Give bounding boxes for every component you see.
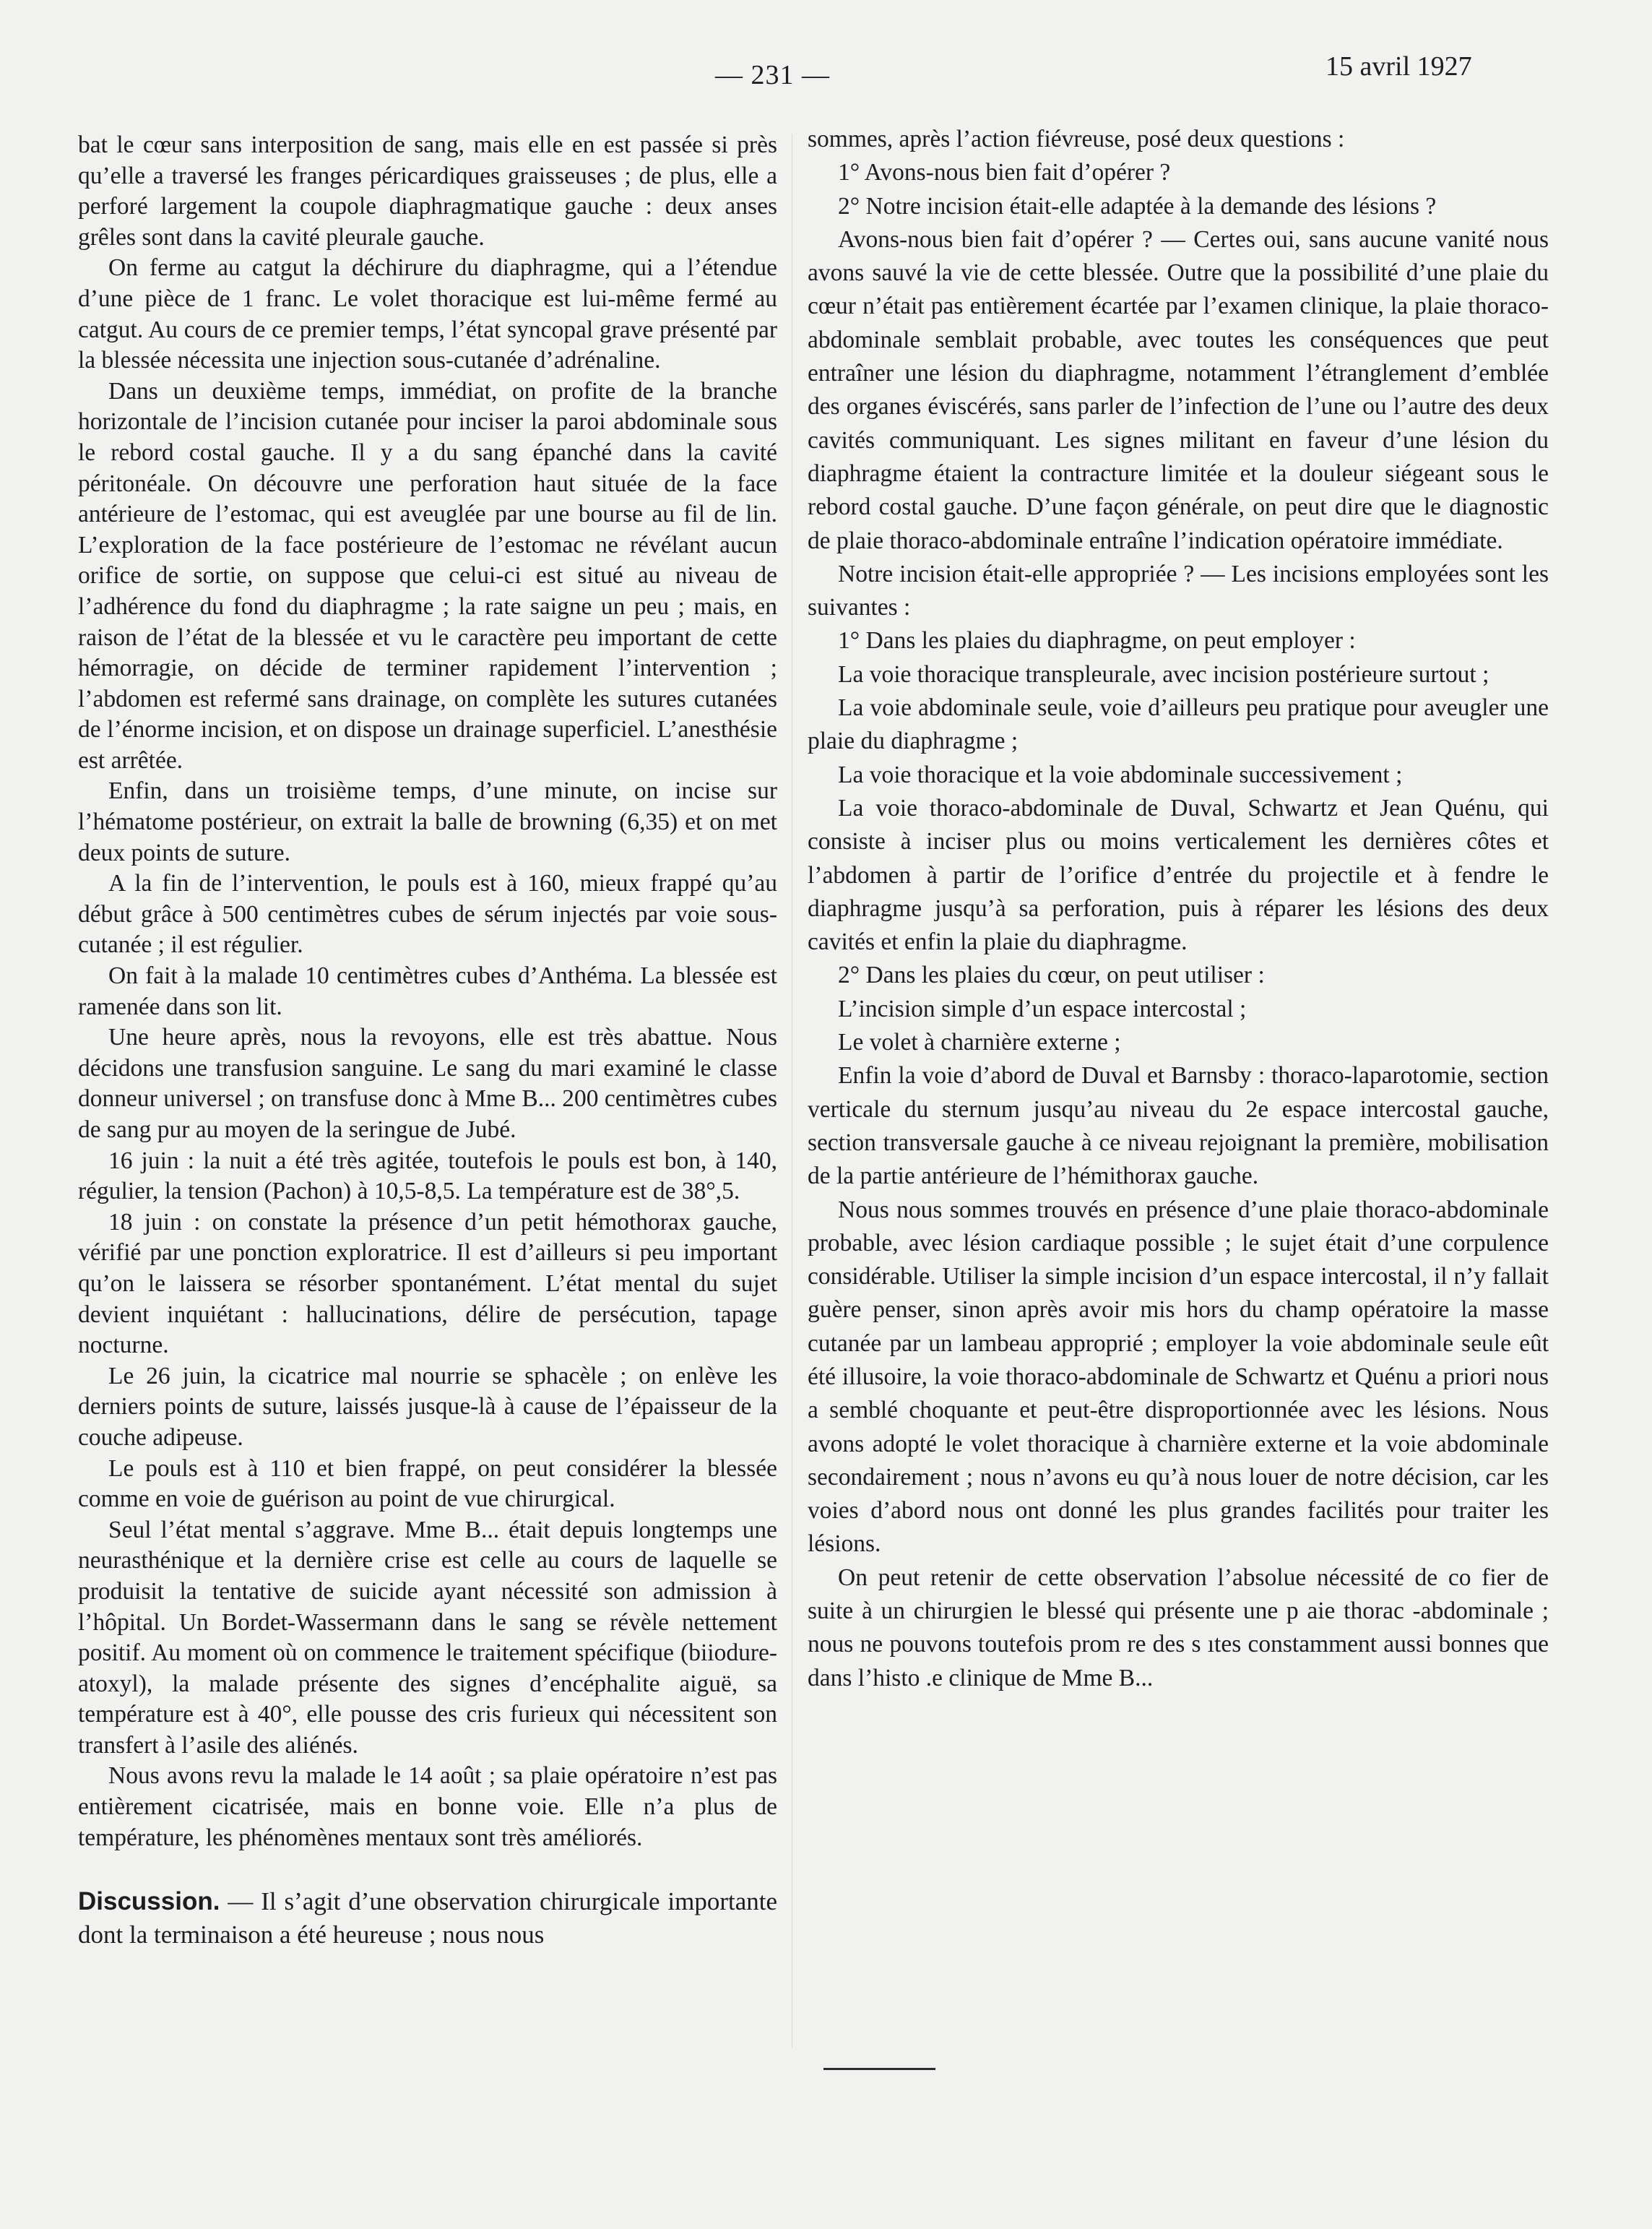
paragraph: bat le cœur sans interposition de sang, mais elle en est passée si près qu’elle a traversé les franges péricardiques graisseuses ; de plus, elle a perforé largement la coupole diaphragmatique gauche : deux anses grêles sont dans la cavité pleurale gauche.: [78, 132, 777, 251]
paragraph: Seul l’état mental s’aggrave. Mme B... était depuis longtemps une neurasthénique et la dernière crise est celle au cours de laquelle se produisit la tentative de suicide ayant nécessité son admission à l’hôpital. Un Bordet-Wassermann dans le sang se révèle nettement positif. Au moment où on commence le traitement spécifique (biiodure-atoxyl), la malade présente des signes d’encéphalite aiguë, sa température est à 40°, elle pousse des cris furieux qui nécessitent son transfert à l’asile des aliénés.: [78, 1516, 777, 1759]
paragraph: Le pouls est à 110 et bien frappé, on peut considérer la blessée comme en voie de guérison au point de vue chirurgical.: [78, 1454, 777, 1513]
end-rule: [823, 2068, 935, 2070]
paragraph: 1° Avons-nous bien fait d’opérer ?: [838, 159, 1171, 186]
paragraph: Avons-nous bien fait d’opérer ? — Certes oui, sans aucune vanité nous avons sauvé la vie de cette blessée. Outre que la possibilité d’une plaie du cœur n’était pas entièrement écartée par l’examen clinique, la plaie thoraco-abdominale semblait probable, avec toutes les conséquences que peut entraîner une lésion du diaphragme, notamment l’étranglement d’emblée des organes éviscérés, sans parler de l’infection de l’une ou l’autre des deux cavités communiquant. Les signes militant en faveur d’une lésion du diaphragme étaient la contracture limitée et la douleur siégeant sous le rebord costal gauche. D’une façon générale, on peut dire que le diagnostic de plaie thoraco-abdominale entraîne l’indication opératoire immédiate.: [808, 225, 1549, 554]
paragraph: Enfin, dans un troisième temps, d’une minute, on incise sur l’hématome postérieur, on extrait la balle de browning (6,35) et on met deux points de suture.: [78, 777, 777, 866]
paragraph: Dans un deuxième temps, immédiat, on profite de la branche horizontale de l’incision cutanée pour inciser la paroi abdominale sous le rebord costal gauche. Il y a du sang épanché dans la cavité péritonéale. On découvre une perforation haut située de la face antérieure de l’estomac, qui est aveuglée par une bourse au fil de lin. L’exploration de la face postérieure de l’estomac ne révélant aucun orifice de sortie, on suppose que celui-ci est situé au niveau de l’adhérence du fond du diaphragme ; la rate saigne un peu ; mais, en raison de l’état de la blessée et vu le caractère peu important de cette hémorragie, on décide de terminer rapidement l’intervention ; l’abdomen est refermé sans drainage, on complète les sutures cutanées de l’énorme incision, et on dispose un drainage superficiel. L’anesthésie est arrêtée.: [78, 377, 777, 774]
paragraph: Notre incision était-elle appropriée ? — Les incisions employées sont les suivantes :: [808, 560, 1549, 621]
paragraph: sommes, après l’action fiévreuse, posé deux questions :: [808, 126, 1345, 152]
paragraph: Le volet à charnière externe ;: [838, 1029, 1121, 1056]
paragraph: La voie thoracique transpleurale, avec incision postérieure surtout ;: [838, 660, 1489, 688]
paragraph: 18 juin : on constate la présence d’un petit hémothorax gauche, vérifié par une ponction exploratrice. Il est d’ailleurs si peu important qu’on le laissera se résorber spontanément. L’état mental du sujet devient inquiétant : hallucinations, délire de persécution, tapage nocturne.: [78, 1208, 777, 1359]
discussion-heading: Discussion.: [78, 1887, 220, 1916]
page-number: — 231 —: [715, 60, 830, 90]
page-date: 15 avril 1927: [1326, 51, 1472, 82]
paragraph: L’incision simple d’un espace intercostal ;: [838, 995, 1247, 1022]
paragraph: A la fin de l’intervention, le pouls est à 160, mieux frappé qu’au début grâce à 500 centimètres cubes de sérum injectés par voie sous-cutanée ; il est régulier.: [78, 870, 777, 959]
paragraph: On fait à la malade 10 centimètres cubes d’Anthéma. La blessée est ramenée dans son lit.: [78, 962, 777, 1020]
paragraph: Nous avons revu la malade le 14 août ; sa plaie opératoire n’est pas entièrement cicatrisée, mais en bonne voie. Elle n’a plus de température, les phénomènes mentaux sont très améliorés.: [78, 1762, 777, 1851]
discussion-paragraph: [78, 1885, 777, 1952]
paragraph: Le 26 juin, la cicatrice mal nourrie se sphacèle ; on enlève les derniers points de suture, laissés jusque-là à cause de l’épaisseur de la couche adipeuse.: [78, 1362, 777, 1451]
paragraph: Une heure après, nous la revoyons, elle est très abattue. Nous décidons une transfusion sanguine. Le sang du mari examiné le classe donneur universel ; on transfuse donc à Mme B... 200 centimètres cubes de sang pur au moyen de la seringue de Jubé.: [78, 1024, 777, 1143]
paragraph: La voie abdominale seule, voie d’ailleurs peu pratique pour aveugler une plaie du diaphragme ;: [808, 694, 1549, 755]
paragraph: Enfin la voie d’abord de Duval et Barnsby : thoraco-laparotomie, section verticale du sternum jusqu’au niveau du 2e espace intercostal gauche, section transversale gauche à ce niveau rejoignant la première, mobilisation de la partie antérieure de l’hémithorax gauche.: [808, 1062, 1549, 1190]
paragraph: La voie thoracique et la voie abdominale successivement ;: [838, 761, 1403, 788]
paragraph: Nous nous sommes trouvés en présence d’une plaie thoraco-abdominale probable, avec lésion cardiaque possible ; le sujet était d’une corpulence considérable. Utiliser la simple incision d’un espace intercostal, il n’y fallait guère penser, sinon après avoir mis hors du champ opératoire la masse cutanée par un lambeau approprié ; employer la voie abdominale seule eût été illusoire, la voie thoraco-abdominale de Schwartz et Quénu a priori nous a semblé choquante et peut-être disproportionnée avec les lésions. Nous avons adopté le volet thoracique à charnière externe et la voie abdominale secondairement ; nous n’avons eu qu’à nous louer de notre décision, car les voies d’abord nous ont donné les plus grandes facilités pour traiter les lésions.: [808, 1196, 1549, 1558]
left-column: [78, 130, 777, 1952]
paragraph: On peut retenir de cette observation l’absolue nécessité de co fier de suite à un chirurgien le blessé qui présente une p aie thorac -abdominale ; nous ne pouvons toutefois prom re des s ıtes constamment aussi bonnes que dans l’histo .e clinique de Mme B...: [808, 1564, 1549, 1691]
paragraph: 2° Notre incision était-elle adaptée à la demande des lésions ?: [838, 192, 1437, 220]
paragraph: On ferme au catgut la déchirure du diaphragme, qui a l’étendue d’une pièce de 1 franc. Le volet thoracique est lui-même fermé au catgut. Au cours de ce premier temps, l’état syncopal grave présenté par la blessée nécessita une injection sous-cutanée d’adrénaline.: [78, 254, 777, 374]
paragraph: 16 juin : la nuit a été très agitée, toutefois le pouls est bon, à 140, régulier, la tension (Pachon) à 10,5-8,5. La température est de 38°,5.: [78, 1147, 777, 1205]
right-column: [808, 123, 1549, 1695]
paragraph: 1° Dans les plaies du diaphragme, on peut employer :: [838, 627, 1356, 655]
paragraph: La voie thoraco-abdominale de Duval, Schwartz et Jean Quénu, qui consiste à inciser plus ou moins verticalement les dernières côtes et l’abdomen à partir de l’orifice d’entrée du projectile et à fendre le diaphragme jusqu’à sa perforation, puis à réparer les lésions des deux cavités et enfin la plaie du diaphragme.: [808, 794, 1549, 956]
paragraph: 2° Dans les plaies du cœur, on peut utiliser :: [838, 962, 1265, 989]
discussion-text: — Il s’agit d’une observation chirurgicale importante dont la terminaison a été heureuse ; nous nous: [78, 1887, 777, 1949]
